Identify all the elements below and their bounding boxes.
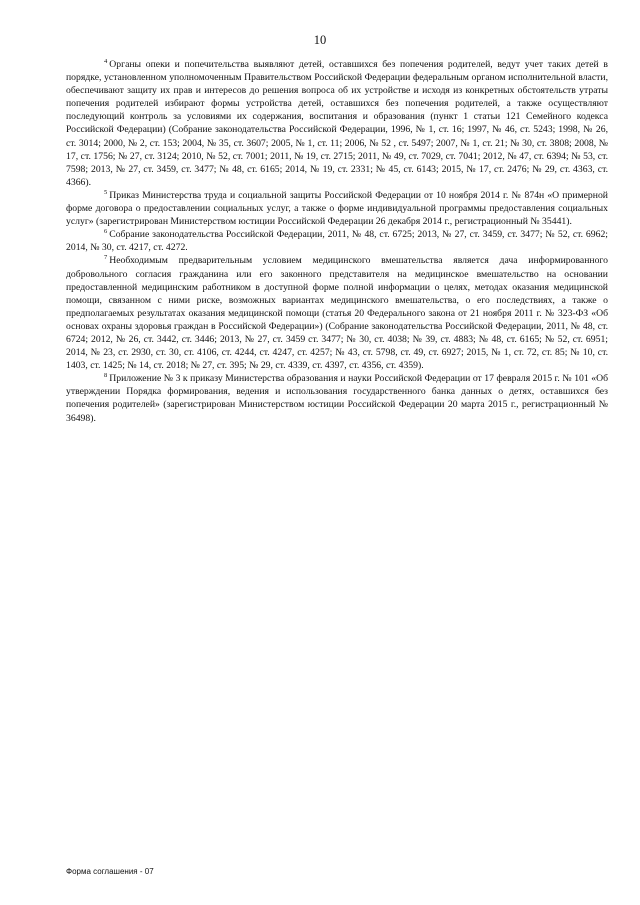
footnote-7 xyxy=(66,254,608,372)
footnote-text: Приказ Министерства труда и социальной защиты Российской Федерации от 10 ноября 2014 г. № 874н «О примерной форме договора о предоставлении социальных услуг, а также о форме индивидуальной программы предоставления социальных услуг» (зарегистрирован Министерством юстиции Российской Федерации 26 декабря 2014 г., регистрационный № 35441). xyxy=(66,189,608,228)
form-footer-label: Форма соглашения - 07 xyxy=(66,867,154,876)
footnote-4 xyxy=(66,58,608,189)
footnote-6 xyxy=(66,228,608,254)
footnote-5 xyxy=(66,189,608,228)
footnote-text: Собрание законодательства Российской Федерации, 2011, № 48, ст. 6725; 2013, № 27, ст. 3459, ст. 3477; № 52, ст. 6962; 2014, № 30, ст. 4217, ст. 4272. xyxy=(66,229,608,254)
footnote-text: Органы опеки и попечительства выявляют детей, оставшихся без попечения родителей, ведут учет таких детей в порядке, установленном уполномоченным Правительством Российской Федерации федеральным органом исполнительной власти, обеспечивают защиту их прав и интересов до решения вопроса об их устройстве и исходя из конкретных обстоятельств утраты попечения родителей избирают формы устройства детей, оставшихся без попечения родителей, а также осуществляют последующий контроль за условиями их содержания, воспитания и образования (пункт 1 статьи 121 Семейного кодекса Российской Федерации) (Собрание законодательства Российской Федерации, 1996, № 1, ст. 16; 1997, № 46, ст. 5243; 1998, № 26, ст. 3014; 2000, № 2, ст. 153; 2004, № 35, ст. 3607; 2005, № 1, ст. 11; 2006, № 52 , ст. 5497; 2007, № 1, ст. 21; № 30, ст. 3808; 2008, № 17, ст. 1756; № 27, ст. 3124; 2010, № 52, ст. 7001; 2011, № 19, ст. 2715; 2011, № 49, ст. 7029, ст. 7041; 2012, № 47, ст. 6394; № 53, ст. 7598; 2013, № 27, ст. 3459, ст. 3477; № 48, ст. 6165; 2014, № 19, ст. 2331; № 45, ст. 6143; 2015, № 17, ст. 2476; № 29, ст. 4363, ст. 4366). xyxy=(66,59,608,188)
footnote-marker: 5 xyxy=(104,188,108,196)
footnote-marker: 4 xyxy=(104,57,108,65)
footnote-marker: 8 xyxy=(104,372,108,380)
footnote-text: Необходимым предварительным условием медицинского вмешательства является дача информированного добровольного согласия гражданина или его законного представителя на медицинское вмешательство на основании предоставленной медицинским работником в доступной форме полной информации о целях, методах оказания медицинской помощи, связанном с ними риске, возможных вариантах медицинского вмешательства, о его последствиях, а также о предполагаемых результатах оказания медицинской помощи (статья 20 Федерального закона от 21 ноября 2011 г. № 323-ФЗ «Об основах охраны здоровья граждан в Российской Федерации») (Собрание законодательства Российской Федерации, 2011, № 48, ст. 6724; 2012, № 26, ст. 3442, ст. 3446; 2013, № 27, ст. 3459 ст. 3477; № 30, ст. 4038; № 39, ст. 4883; № 48, ст. 6165; № 52, ст. 6951; 2014, № 23, ст. 2930, ст. 30, ст. 4106, ст. 4244, ст. 4247, ст. 4257; № 43, ст. 5798, ст. 49, ст. 6927; 2015, № 1, ст. 72, ст. 85; № 10, ст. 1403, ст. 1425; № 14, ст. 2018; № 27, ст. 395; № 29, ст. 4339, ст. 4397, ст. 4356, ст. 4359). xyxy=(66,255,608,372)
footnote-text: Приложение № 3 к приказу Министерства образования и науки Российской Федерации от 17 февраля 2015 г. № 101 «Об утверждении Порядка формирования, ведения и использования государственного банка данных о детях, оставшихся без попечения родителей» (зарегистрирован Министерством юстиции Российской Федерации 20 марта 2015 г., регистрационный № 36498). xyxy=(66,373,608,424)
footnotes-section xyxy=(66,58,608,425)
footnote-8 xyxy=(66,372,608,424)
page-number: 10 xyxy=(313,33,327,47)
footnote-marker: 7 xyxy=(104,254,108,262)
footnote-marker: 6 xyxy=(104,227,108,235)
